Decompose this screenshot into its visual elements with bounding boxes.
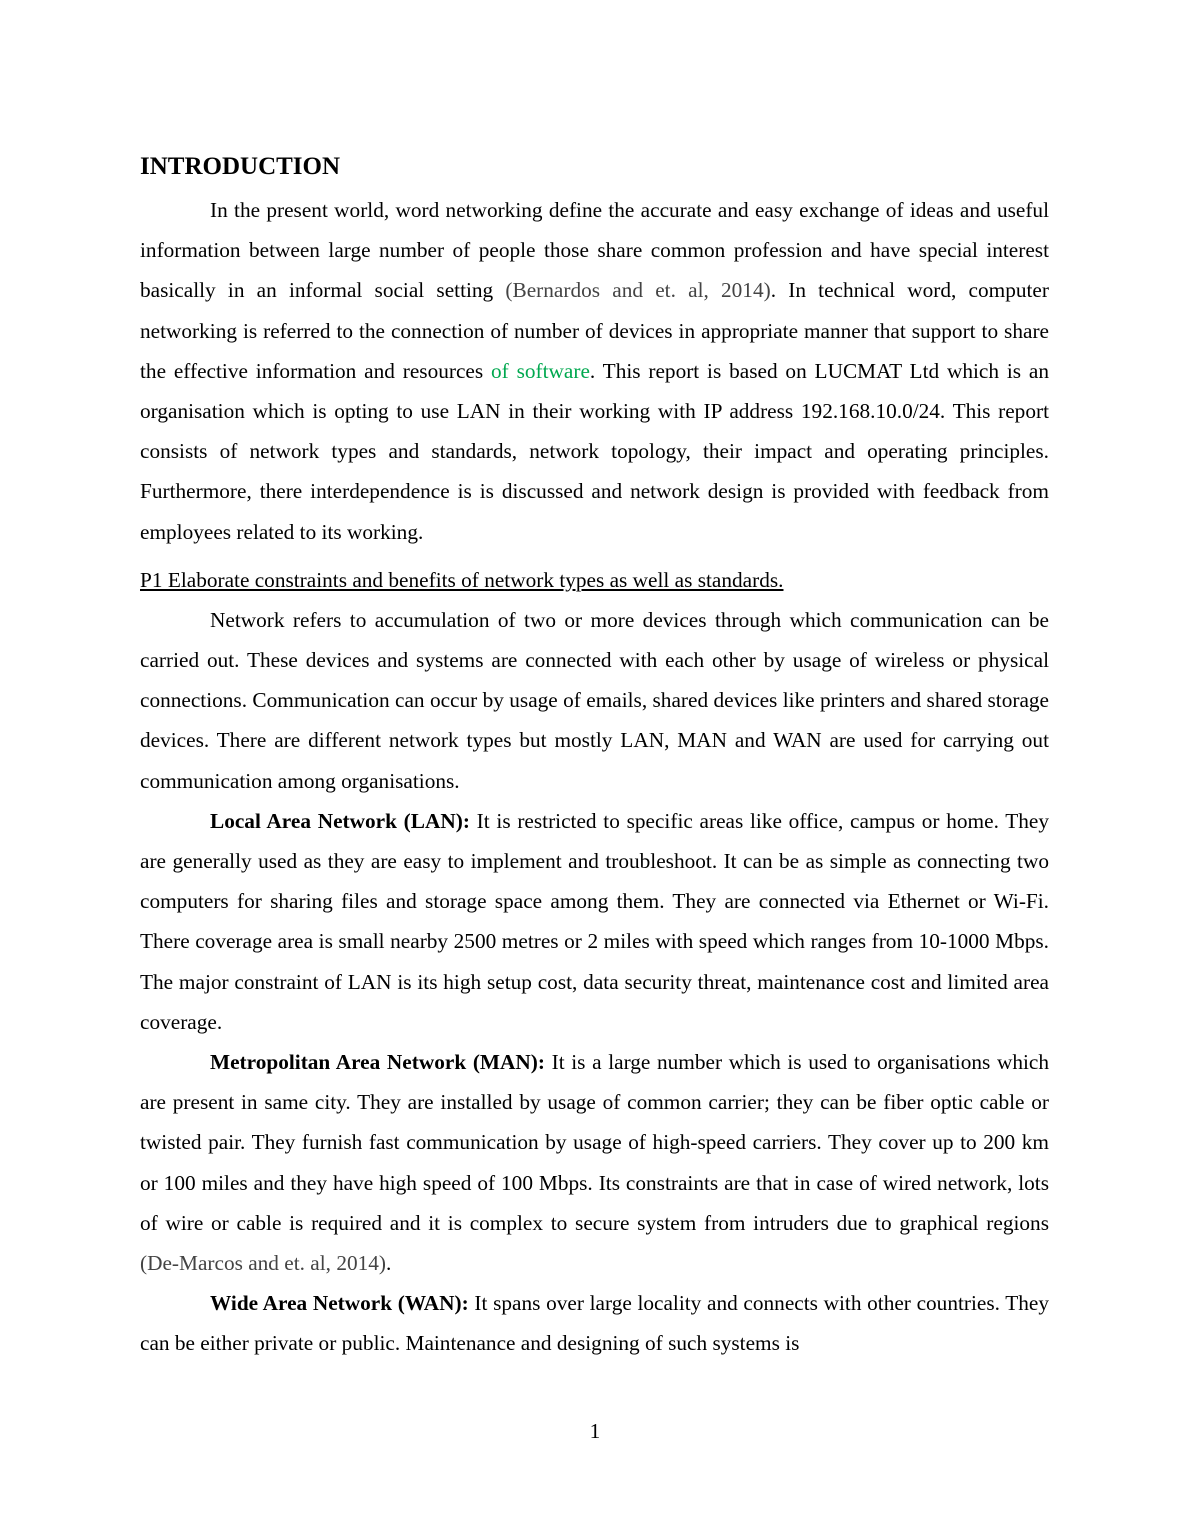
man-end: . — [386, 1251, 392, 1276]
p1-subheading: P1 Elaborate constraints and benefits of network types as well as standards. — [140, 567, 784, 592]
man-term: Metropolitan Area Network (MAN): — [210, 1050, 545, 1075]
intro-paragraph — [140, 190, 1049, 552]
wan-text: It spans over large locality and connects with other countries. They can be either private or public. Maintenance and designing of such systems is — [140, 1291, 1049, 1356]
introduction-heading: INTRODUCTION — [140, 153, 341, 180]
man-paragraph — [140, 1042, 1049, 1283]
intro-text-3: . This report is based on LUCMAT Ltd which is an organisation which is opting to use LAN in their working with IP address 192.168.10.0/24. This report consists of network types and standards, network topology, their impact and operating principles. Furthermore, there interdependence is is discussed and network design is provided with feedback from employees related to its working. — [140, 358, 1049, 544]
page-content — [140, 150, 1049, 1364]
highlighted-text: of software — [491, 358, 590, 383]
wan-paragraph — [140, 1283, 1049, 1363]
lan-text: It is restricted to specific areas like office, campus or home. They are generally used as they are easy to implement and troubleshoot. It can be as simple as connecting two computers for sharing files and storage space among them. They are connected via Ethernet or Wi-Fi. There coverage area is small nearby 2500 metres or 2 miles with speed which ranges from 10-1000 Mbps. The major constraint of LAN is its high setup cost, data security threat, maintenance cost and limited area coverage. — [140, 808, 1049, 1034]
network-paragraph: Network refers to accumulation of two or more devices through which communication can be carried out. These devices and systems are connected with each other by usage of wireless or physical connections. Communication can occur by usage of emails, shared devices like printers and shared storage devices. There are different network types but mostly LAN, MAN and WAN are used for carrying out communication among organisations. — [140, 607, 1049, 793]
man-text: It is a large number which is used to organisations which are present in same city. They are installed by usage of common carrier; they can be fiber optic cable or twisted pair. They furnish fast communication by usage of high-speed carriers. They cover up to 200 km or 100 miles and they have high speed of 100 Mbps. Its constraints are that in case of wired network, lots of wire or cable is required and it is complex to secure system from intruders due to graphical regions — [140, 1050, 1049, 1235]
man-citation: (De-Marcos and et. al, 2014) — [140, 1251, 387, 1276]
lan-term: Local Area Network (LAN): — [210, 808, 470, 833]
wan-term: Wide Area Network (WAN): — [210, 1291, 469, 1316]
lan-paragraph — [140, 801, 1049, 1042]
page-number: 1 — [589, 1419, 601, 1443]
intro-citation: (Bernardos and et. al, 2014) — [505, 278, 771, 303]
intro-text-2: . In technical word, computer networking is referred to the connection of number of devices in appropriate manner that support to share the effective information and resources — [140, 278, 1049, 383]
intro-text-1: In the present world, word networking define the accurate and easy exchange of ideas and useful information between large number of people those share common profession and have special interest basically in an informal social setting — [140, 198, 1049, 303]
